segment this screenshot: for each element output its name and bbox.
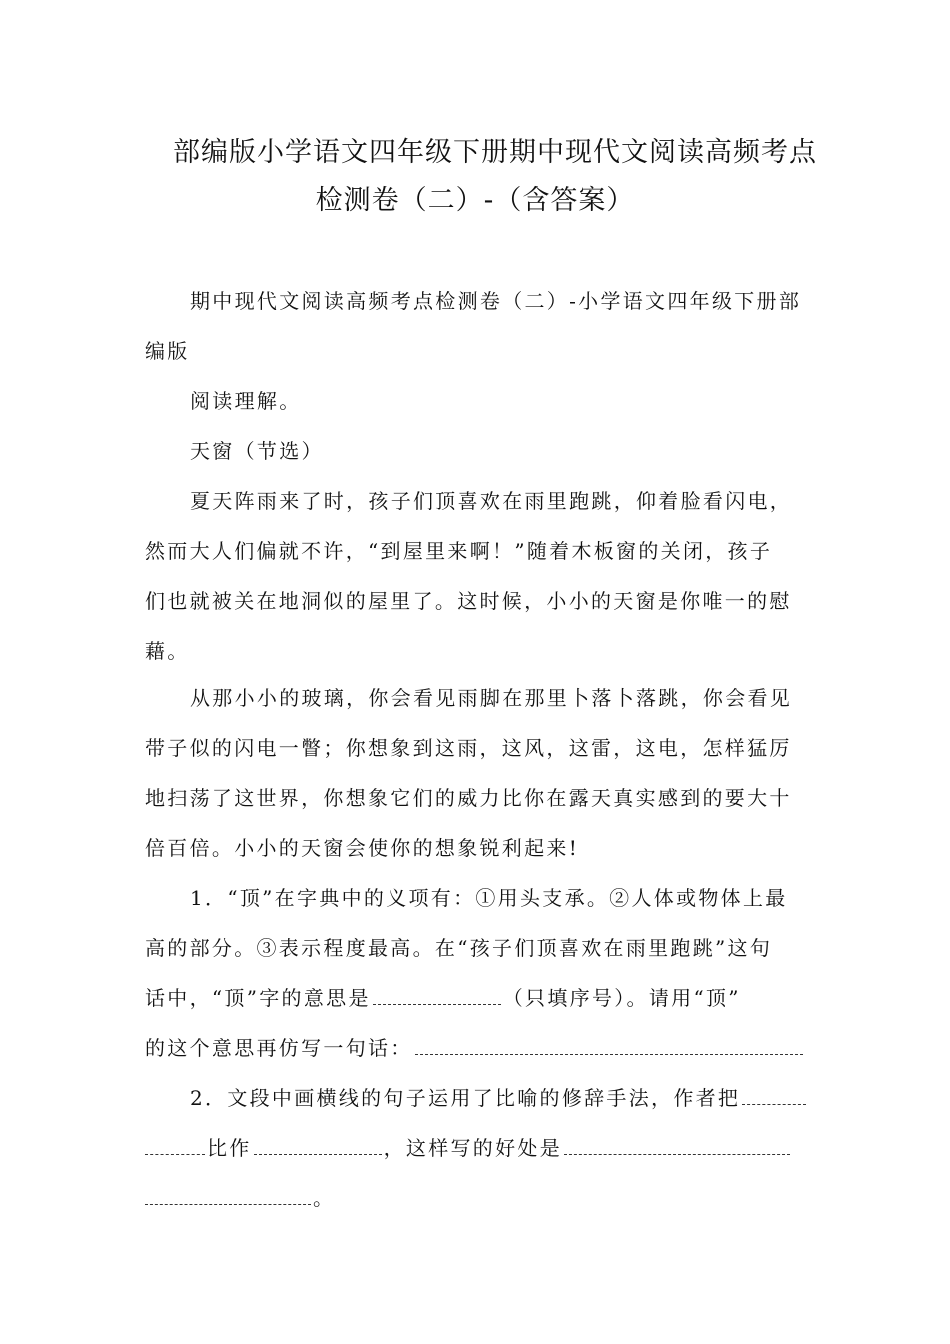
section-label: 阅读理解。 (190, 389, 302, 413)
intro-line-2: 编版 (145, 339, 190, 363)
question-1-text-b: （只填序号）。请用“顶” (502, 986, 741, 1010)
question-2-line-1 (190, 1073, 808, 1123)
question-1-line-3 (145, 973, 741, 1023)
question-2-text-b: 比作 (207, 1136, 252, 1160)
paragraph-2-line-3: 地扫荡了这世界，你想象它们的威力比你在露天真实感到的要大十 (145, 786, 792, 810)
answer-blank-subject-part-1[interactable] (742, 1084, 806, 1105)
intro-line-1: 期中现代文阅读高频考点检测卷（二）-小学语文四年级下册部 (190, 289, 802, 313)
question-2-line-2 (145, 1123, 792, 1173)
question-2-line-3 (145, 1173, 335, 1223)
answer-blank-sentence[interactable] (415, 1034, 803, 1055)
question-1-line-2: 高的部分。③表示程度最高。在“孩子们顶喜欢在雨里跑跳”这句 (145, 936, 773, 960)
question-2-text-d: 。 (313, 1186, 336, 1210)
answer-blank-benefit-part-2[interactable] (145, 1184, 311, 1205)
paragraph-2-line-4: 倍百倍。小小的天窗会使你的想象锐利起来! (145, 836, 580, 860)
question-1-line-1: 1．“顶”在字典中的义项有：①用头支承。②人体或物体上最 (190, 886, 788, 910)
question-1-text-a: 话中，“顶”字的意思是 (145, 986, 371, 1010)
answer-blank-subject-part-2[interactable] (145, 1134, 205, 1155)
answer-blank-meaning[interactable] (373, 984, 501, 1005)
question-2-text-c: ，这样写的好处是 (383, 1136, 563, 1160)
answer-blank-object[interactable] (254, 1134, 382, 1155)
document-title-line-2: 检测卷（二）-（含答案） (315, 185, 635, 216)
document-title-line-1: 部编版小学语文四年级下册期中现代文阅读高频考点 (173, 137, 817, 168)
answer-blank-benefit-part-1[interactable] (564, 1134, 790, 1155)
question-1-line-4 (145, 1023, 805, 1073)
paragraph-1-line-4: 藉。 (145, 639, 190, 663)
paragraph-1-line-1: 夏天阵雨来了时，孩子们顶喜欢在雨里跑跳，仰着脸看闪电， (190, 489, 793, 513)
paragraph-2-line-1: 从那小小的玻璃，你会看见雨脚在那里卜落卜落跳，你会看见 (190, 686, 793, 710)
question-2-text-a: 2．文段中画横线的句子运用了比喻的修辞手法，作者把 (190, 1086, 741, 1110)
paragraph-2-line-2: 带子似的闪电一瞥；你想象到这雨，这风，这雷，这电，怎样猛厉 (145, 736, 792, 760)
passage-title: 天窗（节选） (190, 439, 324, 463)
paragraph-1-line-3: 们也就被关在地洞似的屋里了。这时候，小小的天窗是你唯一的慰 (145, 589, 792, 613)
paragraph-1-line-2: 然而大人们偏就不许，“到屋里来啊！”随着木板窗的关闭，孩子 (145, 539, 773, 563)
question-1-text-c: 的这个意思再仿写一句话： (145, 1036, 413, 1060)
